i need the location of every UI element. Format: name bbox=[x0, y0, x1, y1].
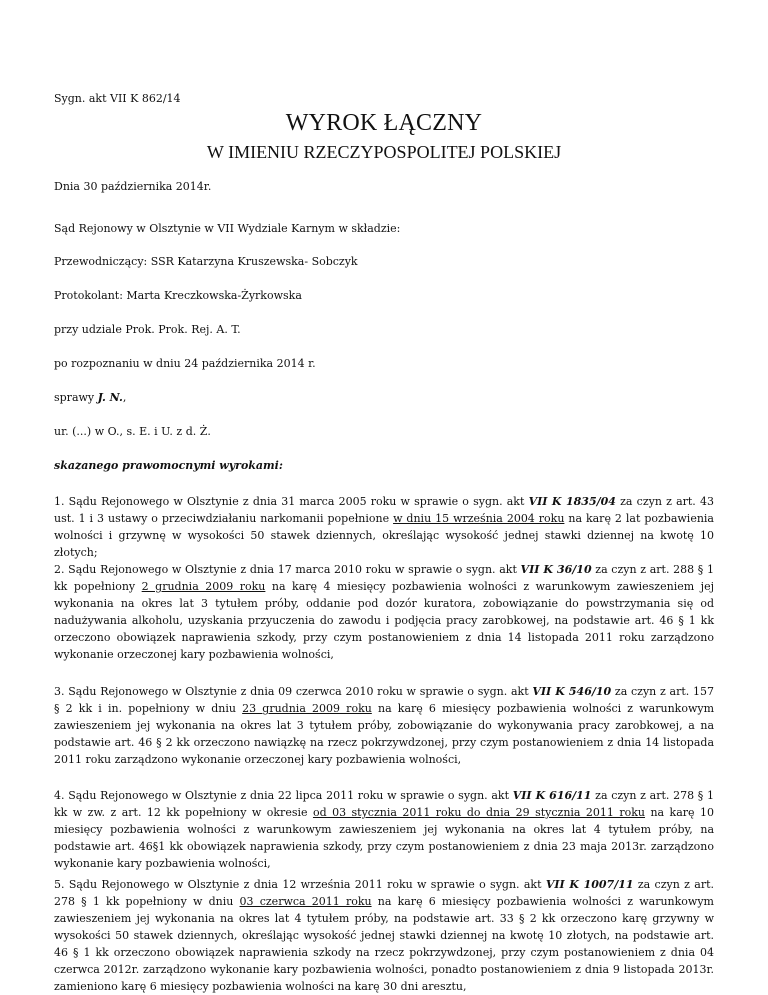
conviction-item-4: 4. Sądu Rejonowego w Olsztynie z dnia 22 lipca 2011 roku w sprawie o sygn. akt VII K 616/11 za czyn z art. 278 § 1 kk w zw. z art. 12 kk popełniony w okresie od 03 stycznia 2011 roku do dnia 29 stycznia 2011 roku na karę 10 miesięcy pozbawienia wolności z warunkowym zawieszeniem jej wykonania na okres lat 4 tytułem próby, na podstawie art. 46§1 kk obowiązek naprawienia szkody, przy czym postanowieniem z dnia 23 maja 2013r. zarządzono wykonanie kary pozbawienia wolności, bbox=[54, 789, 715, 870]
case-of bbox=[54, 391, 126, 404]
case-reference: VII K 616/11 bbox=[512, 789, 592, 802]
offence-date: 23 grudnia 2009 roku bbox=[242, 702, 372, 715]
court-composition: Sąd Rejonowy w Olsztynie w VII Wydziale Karnym w składzie: bbox=[54, 222, 401, 235]
offence-date: od 03 stycznia 2011 roku do dnia 29 stycznia 2011 roku bbox=[312, 806, 646, 819]
offence-date: 03 czerwca 2011 roku bbox=[239, 895, 372, 908]
conviction-item-3: 3. Sądu Rejonowego w Olsztynie z dnia 09 czerwca 2010 roku w sprawie o sygn. akt VII K 546/10 za czyn z art. 157 § 2 kk i in. popełniony w dniu 23 grudnia 2009 roku na karę 6 miesięcy pozbawienia wolności z warunkowym zawieszeniem jej wykonania na okres lat 3 tytułem próby, zobowiązanie do wykonywania pracy zarobkowej, a na podstawie art. 46 § 2 kk orzeczono nawiązkę na rzecz pokrzywdzonej, przy czym postanowieniem z dnia 14 listopada 2011 roku zarządzono wykonanie orzeczonej kary pozbawienia wolności, bbox=[54, 685, 714, 766]
case-prefix: sprawy bbox=[54, 391, 98, 404]
prosecutor: przy udziale Prok. Prok. Rej. A. T. bbox=[54, 323, 241, 336]
judgment-subtitle: W IMIENIU RZECZYPOSPOLITEJ POLSKIEJ bbox=[206, 142, 562, 162]
convictions-heading: skazanego prawomocnymi wyrokami: bbox=[54, 459, 283, 472]
conviction-item-1: 1. Sądu Rejonowego w Olsztynie z dnia 31 marca 2005 roku w sprawie o sygn. akt VII K 1835/04 za czyn z art. 43 ust. 1 i 3 ustawy o przeciwdziałaniu narkomanii popełnione w dniu 15 września 2004 roku na karę 2 lat pozbawienia wolności i grzywnę w wysokości 50 stawek dziennych, określając wysokość jednej stawki dziennej na kwotę 10 złotych; bbox=[54, 495, 714, 559]
court-clerk: Protokolant: Marta Kreczkowska-Żyrkowska bbox=[54, 289, 302, 302]
judgment-date: Dnia 30 października 2014r. bbox=[54, 180, 212, 193]
defendant-birth: ur. (...) w O., s. E. i U. z d. Ż. bbox=[54, 425, 211, 438]
conviction-item-2: 2. Sądu Rejonowego w Olsztynie z dnia 17 marca 2010 roku w sprawie o sygn. akt VII K 36/10 za czyn z art. 288 § 1 kk popełniony 2 grudnia 2009 roku na karę 4 miesięcy pozbawienia wolności z warunkowym zawieszeniem jej wykonania na okres lat 3 tytułem próby, oddanie pod dozór kuratora, zobowiązanie do powstrzymania się od nadużywania alkoholu, uzyskania przyuczenia do zawodu i podjęcia pracy zarobkowej, na podstawie art. 46 § 1 kk orzeczono obowiązek naprawienia szkody, przy czym postanowieniem z dnia 14 listopada 2011 roku zarządzono wykonanie orzeczonej kary pozbawienia wolności, bbox=[54, 563, 714, 661]
case-reference: VII K 1835/04 bbox=[528, 495, 616, 508]
case-signature: Sygn. akt VII K 862/14 bbox=[54, 92, 181, 105]
case-suffix: , bbox=[122, 391, 127, 404]
hearing-date: po rozpoznaniu w dniu 24 października 2014 r. bbox=[54, 357, 316, 370]
judgment-title: WYROK ŁĄCZNY bbox=[285, 110, 483, 136]
defendant-name: J. N. bbox=[97, 391, 123, 404]
presiding-judge: Przewodniczący: SSR Katarzyna Kruszewska- Sobczyk bbox=[54, 255, 358, 268]
case-reference: VII K 36/10 bbox=[520, 563, 592, 576]
offence-date: w dniu 15 września 2004 roku bbox=[393, 512, 565, 525]
conviction-item-5: 5. Sądu Rejonowego w Olsztynie z dnia 12 września 2011 roku w sprawie o sygn. akt VII K 1007/11 za czyn z art. 278 § 1 kk popełniony w dniu 03 czerwca 2011 roku na karę 6 miesięcy pozbawienia wolności z warunkowym zawieszeniem jej wykonania na okres lat 4 tytułem próby, na podstawie art. 33 § 2 kk orzeczono karę grzywny w wysokości 50 stawek dziennych, określając wysokość jednej stawki dziennej na kwotę 10 złotych, na podstawie art. 46 § 1 kk orzeczono obowiązek naprawienia szkody na rzecz pokrzywdzonej, przy czym postanowieniem z dnia 04 czerwca 2012r. zarządzono wykonanie kary pozbawienia wolności, ponadto postanowieniem z dnia 9 listopada 2013r. zamieniono karę 6 miesięcy pozbawienia wolności na karę 30 dni aresztu, bbox=[54, 878, 715, 993]
case-reference: VII K 1007/11 bbox=[545, 878, 634, 891]
case-reference: VII K 546/10 bbox=[532, 685, 612, 698]
offence-date: 2 grudnia 2009 roku bbox=[141, 580, 266, 593]
